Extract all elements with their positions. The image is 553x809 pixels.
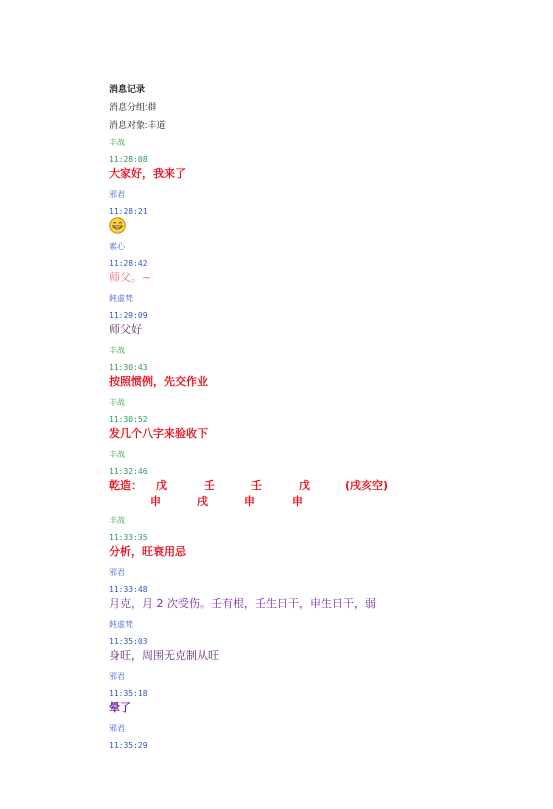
message-sender: 邪君 [109, 672, 125, 681]
message-time: 11:29:09 [109, 311, 148, 320]
message-time: 11:32:46 [109, 467, 148, 476]
message-target-label: 消息对象:丰道 [109, 120, 166, 130]
bazi-stem: 壬 [204, 479, 215, 492]
grinning-face-icon [109, 217, 126, 234]
bazi-branch: 申 [150, 495, 161, 508]
bazi-stem: 戊 [156, 479, 167, 492]
message-sender: 丰战 [109, 398, 125, 407]
message-sender: 丰战 [109, 450, 125, 459]
message-group-label: 消息分组:群 [109, 102, 157, 112]
bazi-label: 乾造： [109, 479, 142, 492]
bazi-stem: 戊 [299, 479, 310, 492]
page-title: 消息记录 [109, 84, 146, 94]
message-time: 11:33:35 [109, 533, 148, 542]
message-text: 按照惯例，先交作业 [109, 375, 208, 388]
message-text: 分析，旺衰用忌 [109, 545, 186, 558]
message-text: 身旺，周围无克制从旺 [109, 649, 219, 662]
message-sender: 丰战 [109, 138, 125, 147]
message-text: 师父好 [109, 323, 142, 336]
message-time: 11:35:29 [109, 741, 148, 750]
message-text: 大家好，我来了 [109, 167, 186, 180]
message-time: 11:33:48 [109, 585, 148, 594]
message-time: 11:30:52 [109, 415, 148, 424]
bazi-branch: 申 [244, 495, 255, 508]
message-text: 师父。~ [109, 271, 152, 284]
message-time: 11:35:18 [109, 689, 148, 698]
bazi-stem: 壬 [251, 479, 262, 492]
bazi-branch: 戌 [197, 495, 208, 508]
message-sender: 邪君 [109, 724, 125, 733]
message-sender: 邪君 [109, 568, 125, 577]
message-time: 11:28:08 [109, 155, 148, 164]
message-time: 11:30:43 [109, 363, 148, 372]
message-sender: 丰战 [109, 346, 125, 355]
message-time: 11:35:03 [109, 637, 148, 646]
message-sender: 邪君 [109, 190, 125, 199]
message-sender: 鈍虚梵 [109, 294, 133, 303]
message-time: 11:28:21 [109, 207, 148, 216]
message-text: 月克，月 2 次受伤。壬有根，壬生日干，申生日干，弱 [109, 597, 376, 610]
bazi-branches-row [109, 495, 409, 509]
message-sender: 鈍虚梵 [109, 620, 133, 629]
message-sender: 丰战 [109, 516, 125, 525]
bazi-branch: 申 [292, 495, 303, 508]
message-sender: 素心 [109, 242, 125, 251]
bazi-stems-row [109, 479, 409, 493]
message-text: 发几个八字来验收下 [109, 427, 208, 440]
bazi-note: (戌亥空) [345, 479, 389, 492]
message-text: 晕了 [109, 701, 131, 714]
message-time: 11:28:42 [109, 259, 148, 268]
